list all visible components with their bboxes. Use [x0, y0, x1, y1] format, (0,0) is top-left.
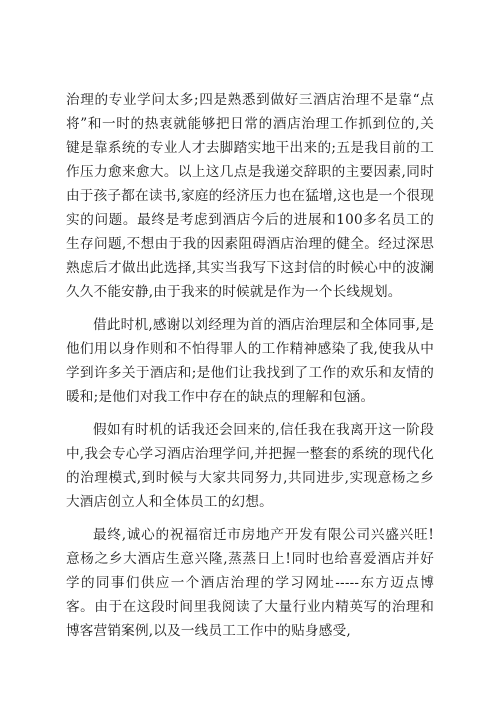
paragraph-2: 借此时机,感谢以刘经理为首的酒店治理层和全体同事,是他们用以身作则和不怕得罪人的工作精神感染了我,使我从中学到许多关于酒店和;是他们让我找到了工作的欢乐和友情的暖和;是他们对我工作中存在的缺点的理解和包涵。 — [66, 317, 434, 405]
paragraph-4: 最终,诚心的祝福宿迁市房地产开发有限公司兴盛兴旺!意杨之乡大酒店生意兴隆,蒸蒸日上!同时也给喜爱酒店并好学的同事们供应一个酒店治理的学习网址-----东方迈点博客。由于在这段时间里我阅读了大量行业内精英写的治理和博客营销案例,以及一线员工工作中的贴身感受, — [66, 527, 434, 639]
paragraph-3: 假如有时机的话我还会回来的,信任我在我离开这一阶段中,我会专心学习酒店治理学问,并把握一整套的系统的现代化的治理模式,到时候与大家共同努力,共同进步,实现意杨之乡大酒店创立人和全体员工的幻想。 — [66, 422, 434, 510]
document-body — [66, 88, 434, 652]
paragraph-1: 治理的专业学问太多;四是熟悉到做好三酒店治理不是靠“点将”和一时的热衷就能够把日常的酒店治理工作抓到位的,关键是靠系统的专业人才去脚踏实地干出来的;五是我目前的工作压力愈来愈大。以上这几点是我递交辞职的主要因素,同时由于孩子都在读书,家庭的经济压力也在猛增,这也是一个很现实的问题。最终是考虑到酒店今后的进展和100多名员工的生存问题,不想由于我的因素阻碍酒店治理的健全。经过深思熟虑后才做出此选择,其实当我写下这封信的时候心中的波澜久久不能安静,由于我来的时候就是作为一个长线规划。 — [66, 92, 434, 300]
